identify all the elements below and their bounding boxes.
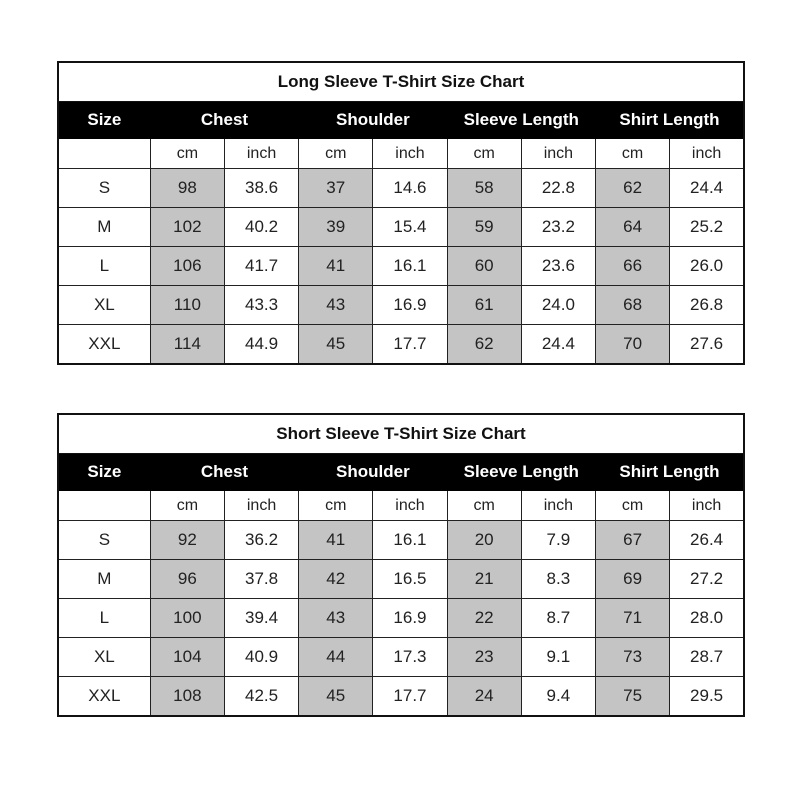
- measurement-cell: 9.4: [521, 677, 595, 717]
- measurement-cell: 43.3: [224, 286, 298, 325]
- size-cell: XXL: [58, 677, 150, 717]
- shoulder-header: Shoulder: [299, 102, 447, 139]
- sleeve-length-header: Sleeve Length: [447, 102, 595, 139]
- sleeve-length-header: Sleeve Length: [447, 454, 595, 491]
- size-cell: XL: [58, 638, 150, 677]
- table-row: [58, 560, 744, 599]
- unit-cell: inch: [373, 139, 447, 169]
- size-cell: XL: [58, 286, 150, 325]
- measurement-cell: 114: [150, 325, 224, 365]
- measurement-cell: 96: [150, 560, 224, 599]
- unit-cell: cm: [447, 491, 521, 521]
- measurement-cell: 71: [595, 599, 669, 638]
- measurement-cell: 98: [150, 169, 224, 208]
- measurement-cell: 28.0: [670, 599, 744, 638]
- measurement-cell: 7.9: [521, 521, 595, 560]
- size-cell: S: [58, 521, 150, 560]
- table-title: Short Sleeve T-Shirt Size Chart: [58, 414, 744, 454]
- measurement-cell: 26.4: [670, 521, 744, 560]
- measurement-cell: 16.9: [373, 286, 447, 325]
- short-sleeve-size-table: [57, 413, 745, 717]
- unit-cell: inch: [224, 139, 298, 169]
- measurement-cell: 62: [447, 325, 521, 365]
- measurement-cell: 21: [447, 560, 521, 599]
- measurement-cell: 41.7: [224, 247, 298, 286]
- measurement-cell: 40.9: [224, 638, 298, 677]
- size-header: Size: [58, 454, 150, 491]
- measurement-cell: 108: [150, 677, 224, 717]
- unit-cell: cm: [299, 139, 373, 169]
- measurement-cell: 42: [299, 560, 373, 599]
- measurement-cell: 8.7: [521, 599, 595, 638]
- table-row: [58, 325, 744, 365]
- measurement-cell: 41: [299, 247, 373, 286]
- size-cell: M: [58, 208, 150, 247]
- measurement-cell: 45: [299, 325, 373, 365]
- measurement-cell: 38.6: [224, 169, 298, 208]
- measurement-cell: 104: [150, 638, 224, 677]
- blank-cell: [58, 139, 150, 169]
- table-row: [58, 599, 744, 638]
- measurement-cell: 44.9: [224, 325, 298, 365]
- measurement-cell: 24.4: [521, 325, 595, 365]
- measurement-cell: 23.6: [521, 247, 595, 286]
- unit-cell: cm: [150, 139, 224, 169]
- unit-row: [58, 491, 744, 521]
- measurement-cell: 24.0: [521, 286, 595, 325]
- measurement-cell: 64: [595, 208, 669, 247]
- measurement-cell: 37: [299, 169, 373, 208]
- measurement-cell: 20: [447, 521, 521, 560]
- measurement-cell: 17.7: [373, 677, 447, 717]
- shirt-length-header: Shirt Length: [595, 102, 744, 139]
- measurement-cell: 66: [595, 247, 669, 286]
- measurement-cell: 75: [595, 677, 669, 717]
- measurement-cell: 100: [150, 599, 224, 638]
- unit-cell: cm: [150, 491, 224, 521]
- measurement-cell: 58: [447, 169, 521, 208]
- measurement-cell: 16.1: [373, 247, 447, 286]
- measurement-cell: 73: [595, 638, 669, 677]
- measurement-cell: 25.2: [670, 208, 744, 247]
- measurement-cell: 45: [299, 677, 373, 717]
- unit-cell: cm: [299, 491, 373, 521]
- measurement-cell: 62: [595, 169, 669, 208]
- measurement-cell: 110: [150, 286, 224, 325]
- measurement-cell: 61: [447, 286, 521, 325]
- measurement-cell: 28.7: [670, 638, 744, 677]
- unit-cell: cm: [595, 139, 669, 169]
- long-sleeve-size-table: [57, 61, 745, 365]
- measurement-cell: 92: [150, 521, 224, 560]
- measurement-cell: 29.5: [670, 677, 744, 717]
- shoulder-header: Shoulder: [299, 454, 447, 491]
- table-row: [58, 286, 744, 325]
- table-row: [58, 208, 744, 247]
- measurement-cell: 24.4: [670, 169, 744, 208]
- measurement-cell: 69: [595, 560, 669, 599]
- measurement-cell: 27.6: [670, 325, 744, 365]
- size-cell: XXL: [58, 325, 150, 365]
- measurement-cell: 15.4: [373, 208, 447, 247]
- table-row: [58, 169, 744, 208]
- table-row: [58, 677, 744, 717]
- measurement-cell: 9.1: [521, 638, 595, 677]
- size-cell: L: [58, 599, 150, 638]
- measurement-cell: 24: [447, 677, 521, 717]
- measurement-cell: 16.9: [373, 599, 447, 638]
- measurement-cell: 40.2: [224, 208, 298, 247]
- size-cell: L: [58, 247, 150, 286]
- measurement-cell: 26.0: [670, 247, 744, 286]
- table-row: [58, 638, 744, 677]
- unit-cell: inch: [670, 491, 744, 521]
- unit-row: [58, 139, 744, 169]
- measurement-cell: 43: [299, 286, 373, 325]
- measurement-cell: 8.3: [521, 560, 595, 599]
- measurement-cell: 16.1: [373, 521, 447, 560]
- unit-cell: inch: [670, 139, 744, 169]
- measurement-cell: 22.8: [521, 169, 595, 208]
- unit-cell: inch: [373, 491, 447, 521]
- chest-header: Chest: [150, 102, 298, 139]
- chest-header: Chest: [150, 454, 298, 491]
- measurement-cell: 43: [299, 599, 373, 638]
- measurement-cell: 17.3: [373, 638, 447, 677]
- measurement-cell: 39.4: [224, 599, 298, 638]
- measurement-cell: 41: [299, 521, 373, 560]
- measurement-cell: 60: [447, 247, 521, 286]
- unit-cell: cm: [447, 139, 521, 169]
- measurement-cell: 39: [299, 208, 373, 247]
- size-cell: M: [58, 560, 150, 599]
- measurement-cell: 14.6: [373, 169, 447, 208]
- shirt-length-header: Shirt Length: [595, 454, 744, 491]
- measurement-cell: 37.8: [224, 560, 298, 599]
- table-row: [58, 521, 744, 560]
- measurement-cell: 42.5: [224, 677, 298, 717]
- unit-cell: inch: [521, 491, 595, 521]
- measurement-cell: 26.8: [670, 286, 744, 325]
- unit-cell: inch: [521, 139, 595, 169]
- measurement-cell: 68: [595, 286, 669, 325]
- measurement-cell: 22: [447, 599, 521, 638]
- measurement-cell: 59: [447, 208, 521, 247]
- measurement-cell: 102: [150, 208, 224, 247]
- table-title: Long Sleeve T-Shirt Size Chart: [58, 62, 744, 102]
- measurement-cell: 23.2: [521, 208, 595, 247]
- measurement-cell: 23: [447, 638, 521, 677]
- measurement-cell: 70: [595, 325, 669, 365]
- measurement-cell: 44: [299, 638, 373, 677]
- table-row: [58, 247, 744, 286]
- measurement-cell: 17.7: [373, 325, 447, 365]
- measurement-cell: 36.2: [224, 521, 298, 560]
- blank-cell: [58, 491, 150, 521]
- measurement-cell: 67: [595, 521, 669, 560]
- unit-cell: inch: [224, 491, 298, 521]
- unit-cell: cm: [595, 491, 669, 521]
- measurement-cell: 16.5: [373, 560, 447, 599]
- measurement-cell: 106: [150, 247, 224, 286]
- size-cell: S: [58, 169, 150, 208]
- size-header: Size: [58, 102, 150, 139]
- measurement-cell: 27.2: [670, 560, 744, 599]
